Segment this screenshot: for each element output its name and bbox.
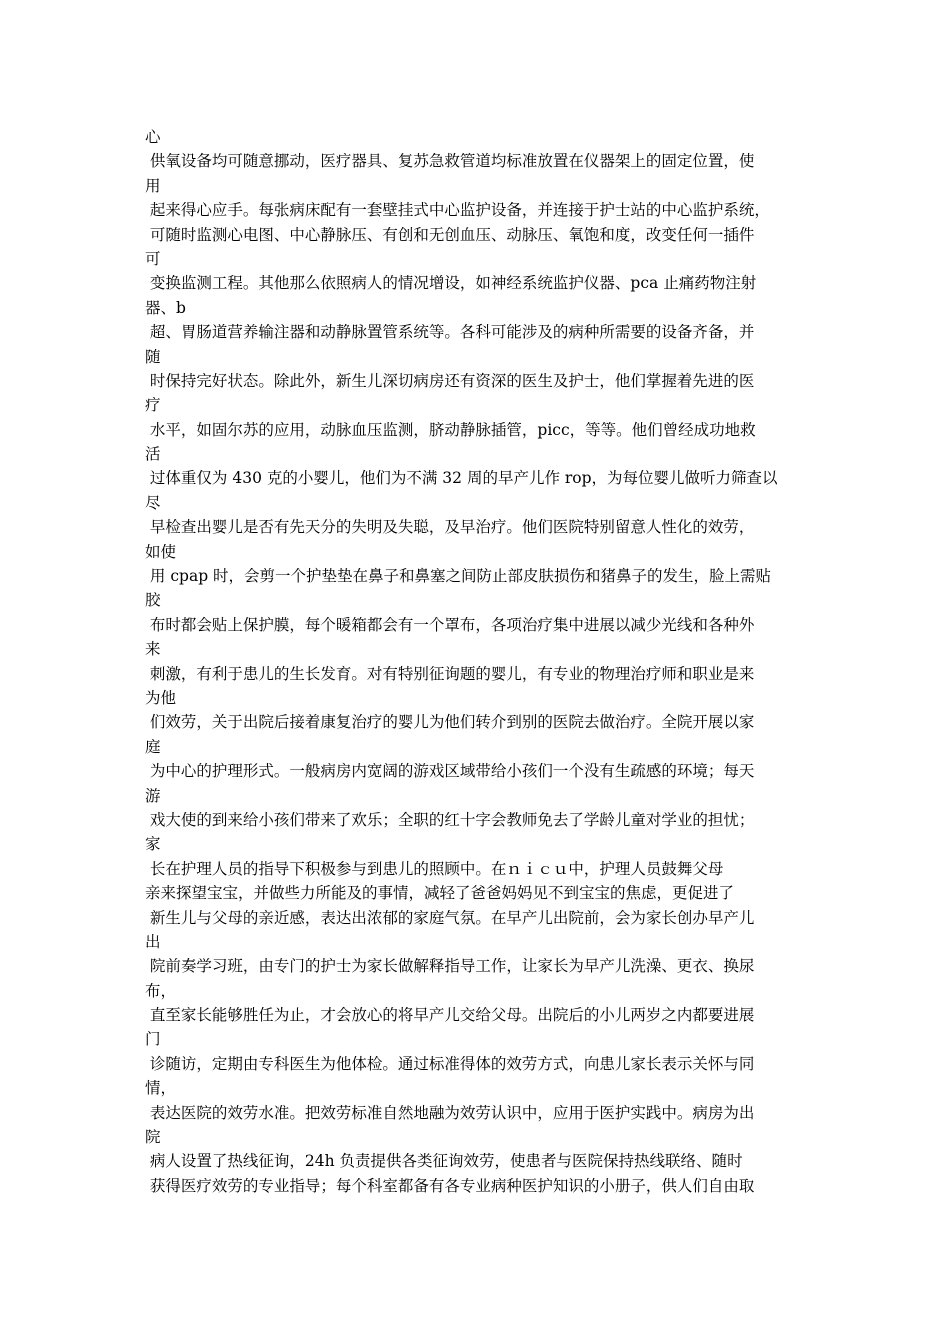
text-line: 来 [145,640,161,659]
text-line: 门 [145,1030,161,1049]
text-line: 如使 [145,542,177,561]
text-line: 戏大使的到来给小孩们带来了欢乐；全职的红十字会教师免去了学龄儿童对学业的担忧； [145,810,755,829]
text-line: 起来得心应手。每张病床配有一套壁挂式中心监护设备，并连接于护士站的中心监护系统， [145,201,770,220]
text-line: 刺激，有利于患儿的生长发育。对有特别征询题的婴儿，有专业的物理治疗师和职业是来 [145,664,755,683]
text-line: 游 [145,786,161,805]
text-line: 疗 [145,396,161,415]
text-line: 表达医院的效劳水准。把效劳标准自然地融为效劳认识中，应用于医护实践中。病房为出 [145,1103,755,1122]
text-line: 们效劳，关于出院后接着康复治疗的婴儿为他们转介到别的医院去做治疗。全院开展以家 [145,713,755,732]
text-line: 家 [145,835,161,854]
text-line: 新生儿与父母的亲近感，表达出浓郁的家庭气氛。在早产儿出院前，会为家长创办早产儿 [145,908,755,927]
text-line: 出 [145,932,161,951]
text-line: 可 [145,249,161,268]
text-line: 早检查出婴儿是否有先天分的失明及失聪，及早治疗。他们医院特别留意人性化的效劳， [145,518,755,537]
text-line: 直至家长能够胜任为止，才会放心的将早产儿交给父母。出院后的小儿两岁之内都要进展 [145,1006,755,1025]
text-line: 随 [145,347,161,366]
text-line: 布， [145,981,177,1000]
document-body-text [145,125,825,1198]
text-line: 亲来探望宝宝，并做些力所能及的事情，减轻了爸爸妈妈见不到宝宝的焦虑，更促进了 [145,884,735,903]
text-line: 获得医疗效劳的专业指导；每个科室都备有各专业病种医护知识的小册子，供人们自由取 [145,1176,755,1195]
text-line: 供氧设备均可随意挪动，医疗器具、复苏急救管道均标准放置在仪器架上的固定位置，使 [145,152,755,171]
text-line: 长在护理人员的指导下积极参与到患儿的照顾中。在ｎｉｃｕ中，护理人员鼓舞父母 [145,859,724,878]
text-line: 布时都会贴上保护膜，每个暖箱都会有一个罩布，各项治疗集中进展以减少光线和各种外 [145,615,755,634]
text-line: 尽 [145,493,161,512]
text-line: 可随时监测心电图、中心静脉压、有创和无创血压、动脉压、氧饱和度，改变任何一插件 [145,225,755,244]
text-line: 超、胃肠道营养输注器和动静脉置管系统等。各科可能涉及的病种所需要的设备齐备，并 [145,323,755,342]
text-line: 为他 [145,688,177,707]
text-line: 器、b [145,298,186,317]
text-line: 院前奏学习班，由专门的护士为家长做解释指导工作，让家长为早产儿洗澡、更衣、换尿 [145,957,755,976]
text-line: 为中心的护理形式。一般病房内宽阔的游戏区域带给小孩们一个没有生疏感的环境；每天 [145,762,755,781]
text-line: 时保持完好状态。除此外，新生儿深切病房还有资深的医生及护士，他们掌握着先进的医 [145,371,755,390]
text-line: 心 [145,128,161,146]
text-line: 活 [145,445,161,464]
text-line: 诊随访，定期由专科医生为他体检。通过标准得体的效劳方式，向患儿家长表示关怀与同 [145,1054,755,1073]
text-line: 用 cpap 时，会剪一个护垫垫在鼻子和鼻塞之间防止部皮肤损伤和猪鼻子的发生，脸上需贴 [145,567,772,586]
text-line: 院 [145,1128,161,1147]
text-line: 情， [145,1079,177,1098]
text-line: 水平，如固尔苏的应用，动脉血压监测，脐动静脉插管，picc，等等。他们曾经成功地救 [145,420,756,439]
text-line: 病人设置了热线征询，24h 负责提供各类征询效劳，使患者与医院保持热线联络、随时 [145,1152,743,1171]
text-line: 过体重仅为 430 克的小婴儿，他们为不满 32 周的早产儿作 rop，为每位婴儿做听力筛查以 [145,469,778,488]
text-line: 变换监测工程。其他那么依照病人的情况增设，如神经系统监护仪器、pca 止痛药物注射 [145,274,757,293]
text-line: 胶 [145,591,161,610]
text-line: 庭 [145,737,161,756]
text-line: 用 [145,176,161,195]
